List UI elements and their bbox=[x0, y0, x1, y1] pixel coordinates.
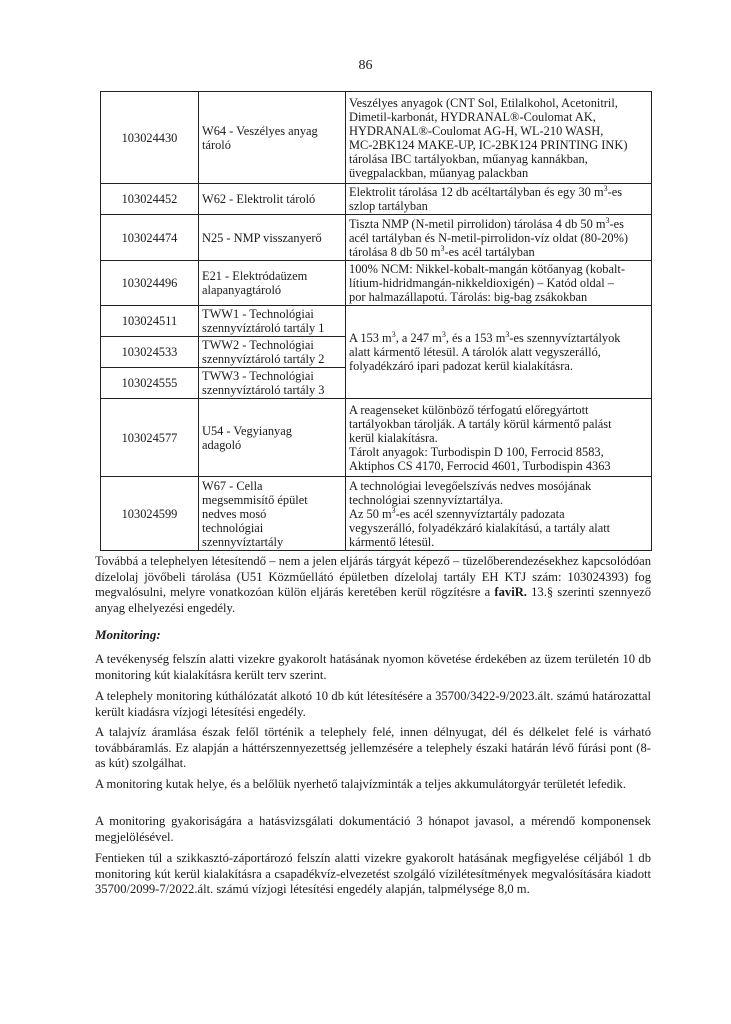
description-line: technológiai szennyvíztartálya. bbox=[349, 492, 504, 507]
eh-ktj-code-cell: 103024555 bbox=[101, 368, 199, 399]
description-line: folyadékzáró ipari padozat kerül kialakításra. bbox=[349, 359, 573, 373]
facility-name-line: szennyvíztartály bbox=[202, 534, 284, 549]
facility-name-line: W62 - Elektrolit tároló bbox=[202, 192, 316, 206]
facility-name-line: TWW1 - Technológiai bbox=[202, 307, 314, 321]
eh-ktj-code-cell: 103024496 bbox=[101, 261, 199, 306]
description-line: A reagenseket különböző térfogatú előregyártott bbox=[349, 402, 589, 417]
facility-name-cell bbox=[199, 399, 346, 477]
facility-name-line: TWW2 - Technológiai bbox=[202, 338, 314, 352]
facility-name-cell bbox=[199, 92, 346, 184]
table-row bbox=[101, 184, 652, 215]
facility-name-line: W67 - Cella bbox=[202, 478, 263, 493]
table-row bbox=[101, 477, 652, 551]
facility-name-cell bbox=[199, 261, 346, 306]
facility-name-line: W64 - Veszélyes anyag bbox=[202, 123, 318, 138]
eh-ktj-code-cell: 103024474 bbox=[101, 215, 199, 261]
description-line: Az 50 $m^3-es$ acél szennyvíztartály padozata bbox=[349, 505, 565, 521]
paragraph-monitoring-wells: A tevékenység felszín alatti vizekre gyakorolt hatásának nyomon követése érdekében az üzem területén 10 db monitoring kút kialakításra került terv szerint. bbox=[95, 652, 651, 682]
facility-name-line: technológiai bbox=[202, 520, 264, 535]
table-row bbox=[101, 261, 652, 306]
description-line: tartályokban tárolják. A tartály körül kármentő palást bbox=[349, 416, 612, 431]
facility-name-cell bbox=[199, 184, 346, 215]
description-line: szlop tartályban bbox=[349, 199, 428, 213]
facility-name-cell bbox=[199, 337, 346, 368]
facility-name-line: E21 - Elektródaüzem bbox=[202, 269, 308, 283]
description-line: Elektrolit tárolása 12 db acéltartályban és egy 30 $m^3-es$ bbox=[349, 183, 623, 199]
facility-name-line: szennyvíztároló tartály 3 bbox=[202, 383, 325, 397]
facility-name-line: szennyvíztároló tartály 2 bbox=[202, 352, 325, 366]
facility-name-cell bbox=[199, 306, 346, 337]
description-cell bbox=[346, 184, 652, 215]
description-line: Tiszta NMP (N-metil pirrolidon) tárolása 4 db 50 $m^3-es$ bbox=[349, 215, 624, 231]
table-row bbox=[101, 215, 652, 261]
paragraph-frequency: A monitoring gyakoriságára a hatásvizsgálati dokumentáció 3 hónapot javasol, a mérendő komponensek megjelölésével. bbox=[95, 814, 651, 844]
description-cell-tww bbox=[346, 306, 652, 399]
monitoring-heading: Monitoring: bbox=[95, 627, 161, 642]
facility-name-line: adagoló bbox=[202, 437, 242, 452]
description-cell bbox=[346, 215, 652, 261]
facility-name-cell bbox=[199, 477, 346, 551]
paragraph-permit: A telephely monitoring kúthálózatát alkotó 10 db kút létesítésére a 35700/3422-9/2023.ált. számú határozattal került kiadásra vízjogi létesítési engedély. bbox=[95, 689, 651, 719]
paragraph-diesel-main: Továbbá a telephelyen létesítendő – nem a jelen eljárás tárgyát képező – tüzelőberendezésekhez kapcsolódóan dízelolaj jövőbeli tárolása (U51 Közműellátó épületben dízelolaj tartály EH KTJ szám: 103024393) fog megvalósulni, melyre vonatkozóan külön eljárás keretében kerül rögzítésre a bbox=[95, 554, 651, 599]
facility-name-line: szennyvíztároló tartály 1 bbox=[202, 321, 325, 335]
table-row bbox=[101, 92, 652, 184]
favir-reference: faviR. bbox=[494, 585, 527, 599]
facility-name-line: U54 - Vegyianyag bbox=[202, 423, 292, 438]
description-line: lítium-hidridmangán-nikkeldioxigén) – Katód oldal – bbox=[349, 276, 614, 290]
description-line: tárolása 8 db 50 $m^3-es$ acél tartályban bbox=[349, 243, 535, 259]
description-line: tárolása IBC tartályokban, műanyag kannákban, bbox=[349, 151, 588, 166]
description-line: Tárolt anyagok: Turbodispin D 100, Ferrocid 8583, bbox=[349, 444, 604, 459]
table-row bbox=[101, 306, 652, 337]
storage-table bbox=[100, 91, 652, 551]
facility-name-line: N25 - NMP visszanyerő bbox=[202, 230, 322, 245]
eh-ktj-code-cell: 103024533 bbox=[101, 337, 199, 368]
description-line: kármentő létesül. bbox=[349, 534, 435, 549]
description-line: A technológiai levegőelszívás nedves mosójának bbox=[349, 478, 592, 493]
description-line: Dimetil-karbonát, HYDRANAL®-Coulomat AK, bbox=[349, 109, 596, 124]
paragraph-coverage: A monitoring kutak helye, és a belőlük nyerhető talajvízminták a teljes akkumulátorgyár területét lefedik. bbox=[95, 777, 626, 791]
facility-name-line: tároló bbox=[202, 137, 231, 152]
eh-ktj-code-cell: 103024452 bbox=[101, 184, 199, 215]
eh-ktj-code-cell: 103024430 bbox=[101, 92, 199, 184]
description-line: alatt kármentő létesül. A tárolók alatt vegyszerálló, bbox=[349, 345, 601, 359]
facility-name-cell bbox=[199, 368, 346, 399]
description-line: MC-2BK124 MAKE-UP, IC-2BK124 PRINTING INK) bbox=[349, 137, 628, 152]
table-row bbox=[101, 399, 652, 477]
paragraph-diesel bbox=[95, 554, 651, 616]
description-line: por halmazállapotú. Tárolás: big-bag zsákokban bbox=[349, 290, 588, 304]
page-number: 86 bbox=[358, 58, 373, 73]
description-line: HYDRANAL®-Coulomat AG-H, WL-210 WASH, bbox=[349, 123, 604, 138]
description-cell bbox=[346, 92, 652, 184]
paragraph-diesel-end: 13.§ szerinti szennyező anyag elhelyezési engedély. bbox=[95, 585, 651, 615]
description-cell bbox=[346, 477, 652, 551]
description-line: acél tartályban és N-metil-pirrolidon-víz oldat (80-20%) bbox=[349, 230, 629, 245]
facility-name-line: TWW3 - Technológiai bbox=[202, 369, 314, 383]
description-line: A 153 $m^3$, a 247 $m^3$, és a 153 $m^3-es$ szennyvíztartályok bbox=[349, 329, 621, 345]
facility-name-line: nedves mosó bbox=[202, 506, 267, 521]
paragraph-infiltration-well: Fentieken túl a szikkasztó-záportározó felszín alatti vizekre gyakorolt hatásának megfigyelése céljából 1 db monitoring kút kerül kialakításra a csapadékvíz-elvezetést szolgáló vízilétesítmények megvalósítására kiadott 35700/2099-7/2022.ált. számú vízjogi létesítési engedély alapján, talpmélysége 8,0 m. bbox=[95, 851, 651, 896]
facility-name-line: megsemmisítő épület bbox=[202, 492, 308, 507]
description-line: 100% NCM: Nikkel-kobalt-mangán kötőanyag (kobalt- bbox=[349, 262, 625, 276]
facility-name-cell bbox=[199, 215, 346, 261]
description-line: kerül kialakításra. bbox=[349, 430, 438, 445]
description-line: üvegpalackban, műanyag palackban bbox=[349, 165, 529, 180]
description-cell bbox=[346, 399, 652, 477]
eh-ktj-code-cell: 103024599 bbox=[101, 477, 199, 551]
description-cell bbox=[346, 261, 652, 306]
eh-ktj-code-cell: 103024511 bbox=[101, 306, 199, 337]
paragraph-groundwater-flow: A talajvíz áramlása észak felől történik a telephely felé, innen délnyugat, dél és délkelet felé is várható továbbáramlás. Ez alapján a háttérszennyezettség jellemzésére a telephely északi határán lévő fúrási pont (8-as kút) szolgálhat. bbox=[95, 725, 651, 770]
description-line: Aktiphos CS 4170, Ferrocid 4601, Turbodispin 4363 bbox=[349, 458, 611, 473]
description-line: Veszélyes anyagok (CNT Sol, Etilalkohol, Acetonitril, bbox=[349, 95, 618, 110]
description-line: vegyszerálló, folyadékzáró kialakítású, a tartály alatt bbox=[349, 520, 611, 535]
eh-ktj-code-cell: 103024577 bbox=[101, 399, 199, 477]
facility-name-line: alapanyagtároló bbox=[202, 283, 282, 297]
